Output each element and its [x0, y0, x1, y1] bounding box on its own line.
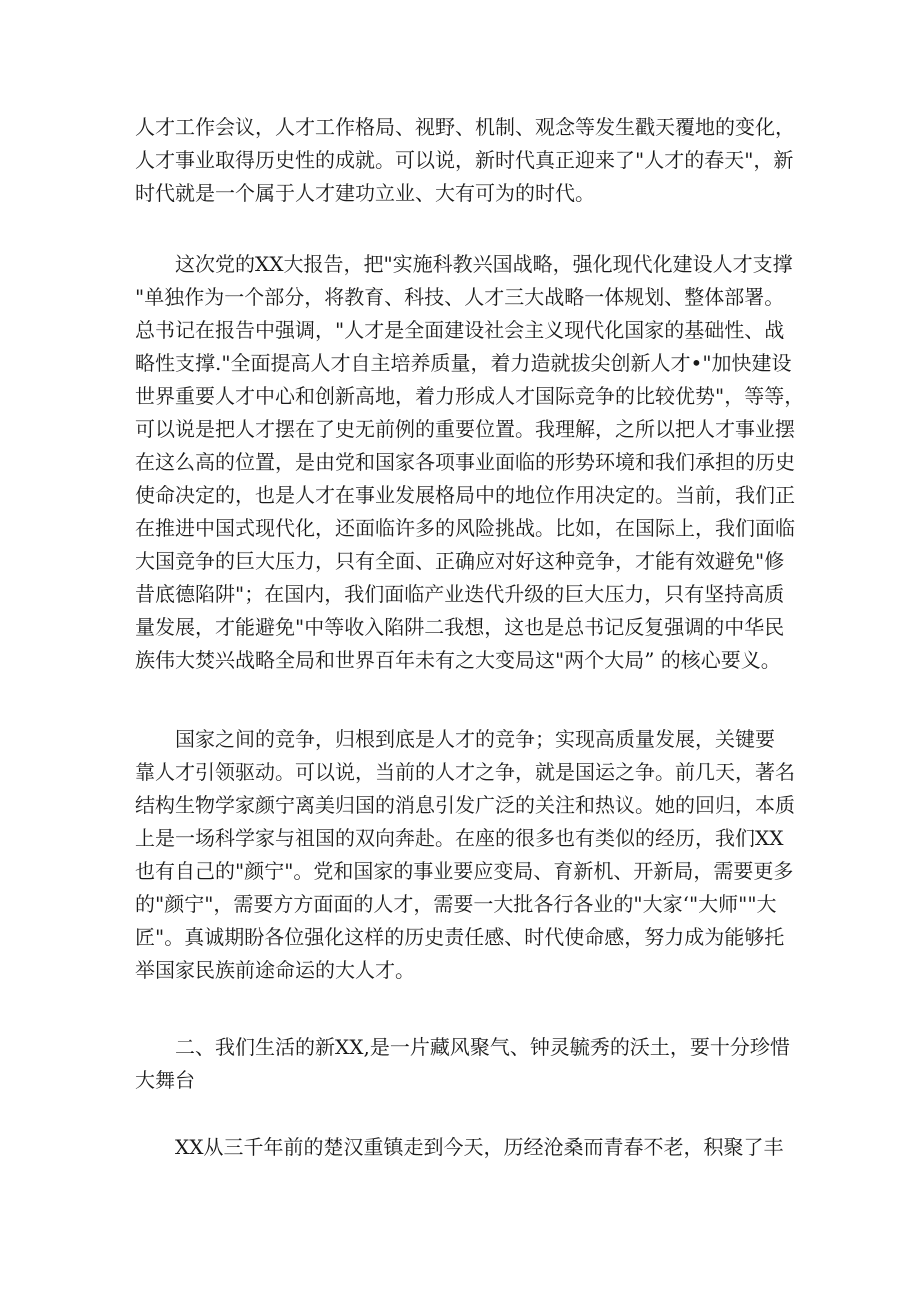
text-line: 上是一场科学家与祖国的双向奔赴。在座的很多也有类似的经历，我们XX	[135, 826, 784, 850]
text-line: XX从三千年前的楚汉重镇走到今天，历经沧桑而青春不老，积聚了丰	[135, 1135, 784, 1159]
section-heading-two	[135, 1031, 790, 1097]
text-line: 这次党的XX大报告，把"实施科教兴国战略，强化现代化建设人才支撑	[135, 252, 793, 276]
text-line: 匠"。真诚期盼各位强化这样的历史责任感、时代使命感，努力成为能够托	[135, 925, 785, 949]
text-line: 略性支撑."全面提高人才自主培养质量，着力造就拔尖创新人才•"加快建设	[135, 351, 792, 375]
text-line: 在推进中国式现代化，还面临许多的风险挑战。比如，在国际上，我们面临	[135, 516, 795, 540]
text-line: 也有自己的"颜宁"。党和国家的事业要应变局、育新机、开新局，需要更多	[135, 859, 794, 883]
paragraph-city-history	[135, 1131, 783, 1164]
text-line: 族伟大焚兴战略全局和世界百年未有之大变局这"两个大局” 的核心要义。	[135, 648, 781, 672]
text-line: 二、我们生活的新XX,是一片藏风聚气、钟灵毓秀的沃土，要十分珍惜	[135, 1035, 790, 1059]
text-line: 在这么高的位置，是由党和国家各项事业面临的形势环境和我们承担的历史	[135, 450, 795, 474]
text-line: "单独作为一个部分，将教育、科技、人才三大战略一体规划、整体部署。	[135, 285, 785, 309]
text-line: 可以说是把人才摆在了史无前例的重要位置。我理解，之所以把人才事业摆	[135, 417, 795, 441]
text-line: 举国家民族前途命运的大人才。	[135, 958, 415, 982]
text-line: 世界重要人才中心和创新高地，着力形成人才国际竞争的比较优势"，等等，	[135, 384, 805, 408]
text-line: 时代就是一个属于人才建功立业、大有可为的时代。	[135, 181, 595, 205]
text-line: 使命决定的，也是人才在事业发展格局中的地位作用决定的。当前，我们正	[135, 483, 795, 507]
text-line: 靠人才引领驱动。可以说，当前的人才之争，就是国运之争。前几天，著名	[135, 760, 795, 784]
text-line: 大国竞争的巨大压力，只有全面、正确应对好这种竞争，才能有效避免"修	[135, 549, 785, 573]
paragraph-intro-continuation	[135, 111, 795, 210]
paragraph-report-talent-strategy	[135, 248, 804, 677]
text-line: 量发展，才能避免"中等收入陷阱二我想，这也是总书记反复强调的中华民	[135, 615, 785, 639]
text-line: 结构生物学家颜宁离美归国的消息引发广泛的关注和热议。她的回归，本质	[135, 793, 795, 817]
text-line: 人才事业取得历史性的成就。可以说，新时代真正迎来了"人才的春天"，新	[135, 148, 794, 172]
text-line: 人才工作会议，人才工作格局、视野、机制、观念等发生戳天覆地的变化，	[135, 115, 795, 139]
text-line: 的"颜宁"，需要方方面面的人才，需要一大批各行各业的"大家‘"大师""大	[135, 892, 777, 916]
text-line: 大舞台	[135, 1068, 195, 1092]
text-line: 昔底德陷阱"；在国内，我们面临产业迭代升级的巨大压力，只有坚持高质	[135, 582, 785, 606]
paragraph-talent-competition	[135, 723, 795, 987]
text-line: 国家之间的竞争，归根到底是人才的竞争；实现高质量发展，关键要	[135, 727, 775, 751]
text-line: 总书记在报告中强调，"人才是全面建设社会主义现代化国家的基础性、战	[135, 318, 785, 342]
